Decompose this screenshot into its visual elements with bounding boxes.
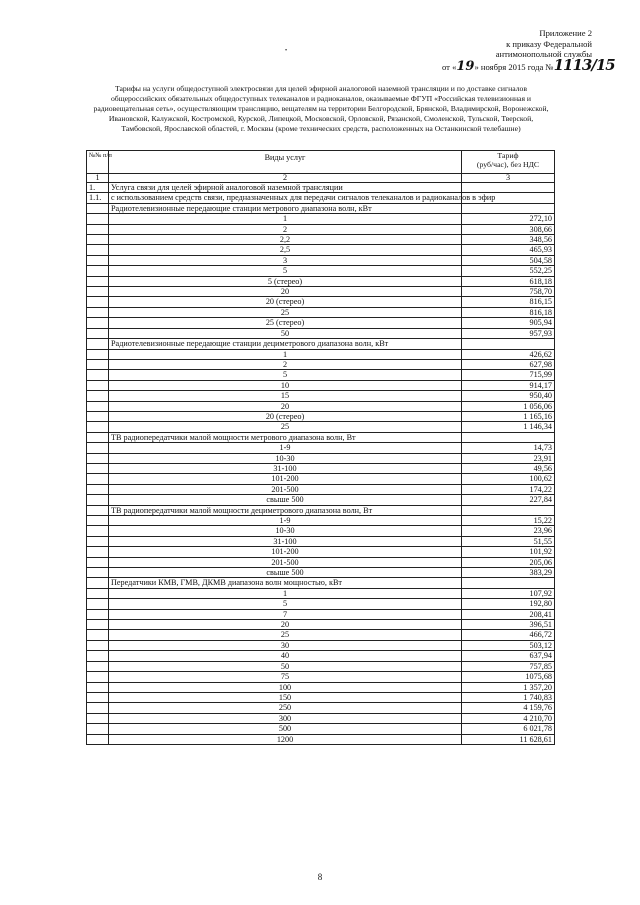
tariff-value: 816,15	[462, 297, 555, 307]
empty-cell	[87, 245, 109, 255]
tariff-value: 4 210,70	[462, 713, 555, 723]
empty-cell	[87, 422, 109, 432]
empty-cell	[87, 203, 109, 213]
table-row	[87, 266, 555, 276]
power-value: 10-30	[109, 453, 462, 463]
tariff-value: 627,98	[462, 359, 555, 369]
appendix-date-line	[442, 55, 615, 74]
section-number: 1.	[87, 183, 109, 193]
empty-cell	[87, 703, 109, 713]
empty-cell	[87, 474, 109, 484]
tariff-value: 101,92	[462, 547, 555, 557]
empty-cell	[87, 651, 109, 661]
empty-cell	[87, 516, 109, 526]
table-row	[87, 651, 555, 661]
table-row	[87, 380, 555, 390]
power-value: 31-100	[109, 536, 462, 546]
power-value: 101-200	[109, 474, 462, 484]
tariff-value: 504,58	[462, 255, 555, 265]
appendix-order-ref: к приказу Федеральной	[506, 38, 592, 49]
tariff-value: 1 146,34	[462, 422, 555, 432]
tariff-value: 348,56	[462, 235, 555, 245]
tariff-value: 4 159,76	[462, 703, 555, 713]
power-value: 2,2	[109, 235, 462, 245]
power-value: 25	[109, 422, 462, 432]
order-number-handwritten: 1113/15	[553, 55, 615, 74]
empty-cell	[87, 734, 109, 744]
tariff-value: 758,70	[462, 287, 555, 297]
power-value: 20 (стерео)	[109, 297, 462, 307]
power-value: 5	[109, 266, 462, 276]
date-rest: » ноября 2015 года №	[474, 61, 554, 72]
table-row	[87, 443, 555, 453]
empty-cell	[87, 359, 109, 369]
empty-cell	[87, 463, 109, 473]
tariff-value: 15,22	[462, 516, 555, 526]
table-row	[87, 526, 555, 536]
power-value: 1-9	[109, 516, 462, 526]
empty-cell	[87, 526, 109, 536]
empty-cell	[87, 495, 109, 505]
empty-cell	[87, 568, 109, 578]
empty-cell	[87, 411, 109, 421]
empty-cell	[87, 432, 109, 442]
tariff-value: 11 628,61	[462, 734, 555, 744]
tariff-value: 1 056,06	[462, 401, 555, 411]
tariff-value: 208,41	[462, 609, 555, 619]
power-value: 1-9	[109, 443, 462, 453]
group-title: ТВ радиопередатчики малой мощности дециметрового диапазона волн, Вт	[109, 505, 462, 515]
empty-cell	[87, 339, 109, 349]
tariff-value: 51,55	[462, 536, 555, 546]
empty-cell	[87, 682, 109, 692]
empty-cell	[87, 401, 109, 411]
tariff-value: 272,10	[462, 214, 555, 224]
tariff-value: 503,12	[462, 640, 555, 650]
tariff-value: 1075,68	[462, 672, 555, 682]
tariff-value: 914,17	[462, 380, 555, 390]
power-value: 10-30	[109, 526, 462, 536]
table-row	[87, 474, 555, 484]
empty-cell	[87, 588, 109, 598]
tariff-value: 205,06	[462, 557, 555, 567]
power-value: 150	[109, 692, 462, 702]
tariff-value: 715,99	[462, 370, 555, 380]
table-row	[87, 287, 555, 297]
empty-cell	[87, 672, 109, 682]
tariff-value: 383,29	[462, 568, 555, 578]
empty-cell	[462, 578, 555, 588]
empty-cell	[87, 391, 109, 401]
table-row	[87, 536, 555, 546]
table-row	[87, 235, 555, 245]
group-title: Радиотелевизионные передающие станции дециметрового диапазона волн, кВт	[109, 339, 462, 349]
subsection-row	[87, 193, 555, 203]
empty-cell	[87, 380, 109, 390]
empty-cell	[87, 287, 109, 297]
power-value: 50	[109, 328, 462, 338]
header-service: Виды услуг	[109, 151, 462, 174]
table-row	[87, 630, 555, 640]
tariff-value: 1 357,20	[462, 682, 555, 692]
power-value: 201-500	[109, 557, 462, 567]
empty-cell	[87, 630, 109, 640]
empty-cell	[87, 266, 109, 276]
table-row	[87, 370, 555, 380]
table-row	[87, 214, 555, 224]
power-value: 2	[109, 359, 462, 369]
table-row	[87, 672, 555, 682]
section-row	[87, 183, 555, 193]
empty-cell	[87, 547, 109, 557]
table-row	[87, 463, 555, 473]
group-title-row	[87, 578, 555, 588]
power-value: 3	[109, 255, 462, 265]
table-row	[87, 640, 555, 650]
empty-cell	[87, 578, 109, 588]
power-value: 20	[109, 620, 462, 630]
table-row	[87, 713, 555, 723]
power-value: 100	[109, 682, 462, 692]
table-row	[87, 682, 555, 692]
group-title-row	[87, 432, 555, 442]
index-cell: 3	[462, 174, 555, 183]
empty-cell	[87, 297, 109, 307]
power-value: 5	[109, 370, 462, 380]
table-row	[87, 609, 555, 619]
power-value: 20 (стерео)	[109, 411, 462, 421]
power-value: 1200	[109, 734, 462, 744]
power-value: свыше 500	[109, 495, 462, 505]
table-row	[87, 484, 555, 494]
table-row	[87, 297, 555, 307]
table-row	[87, 703, 555, 713]
tariff-value: 957,93	[462, 328, 555, 338]
tariff-value: 618,18	[462, 276, 555, 286]
empty-cell	[87, 599, 109, 609]
empty-cell	[462, 183, 555, 193]
empty-cell	[87, 484, 109, 494]
tariff-value: 23,96	[462, 526, 555, 536]
empty-cell	[87, 505, 109, 515]
power-value: 15	[109, 391, 462, 401]
table-row	[87, 599, 555, 609]
appendix-block	[442, 28, 615, 74]
empty-cell	[87, 235, 109, 245]
tariff-value: 816,18	[462, 307, 555, 317]
power-value: 30	[109, 640, 462, 650]
tariff-value: 23,91	[462, 453, 555, 463]
tariff-value: 426,62	[462, 349, 555, 359]
tariff-value: 192,80	[462, 599, 555, 609]
table-row	[87, 328, 555, 338]
table-row	[87, 224, 555, 234]
header-tariff-unit: (руб/час), без НДС	[476, 160, 540, 169]
appendix-title: Приложение 2	[539, 28, 592, 38]
group-title-row	[87, 203, 555, 213]
empty-cell	[87, 724, 109, 734]
power-value: 201-500	[109, 484, 462, 494]
table-row	[87, 359, 555, 369]
table-row	[87, 411, 555, 421]
empty-cell	[87, 557, 109, 567]
power-value: 1	[109, 349, 462, 359]
power-value: 31-100	[109, 463, 462, 473]
empty-cell	[87, 276, 109, 286]
table-row	[87, 692, 555, 702]
table-row	[87, 588, 555, 598]
group-title: Радиотелевизионные передающие станции метрового диапазона волн, кВт	[109, 203, 462, 213]
table-row	[87, 734, 555, 744]
tariff-value: 174,22	[462, 484, 555, 494]
power-value: 25 (стерео)	[109, 318, 462, 328]
empty-cell	[87, 661, 109, 671]
power-value: 2	[109, 224, 462, 234]
table-row	[87, 401, 555, 411]
empty-cell	[462, 432, 555, 442]
tariff-value: 6 021,78	[462, 724, 555, 734]
tariff-value: 465,93	[462, 245, 555, 255]
subsection-title: с использованием средств связи, предназначенных для передачи сигналов телеканалов и радиоканалов в эфир	[109, 193, 462, 203]
power-value: 40	[109, 651, 462, 661]
power-value: 25	[109, 630, 462, 640]
tariff-value: 950,40	[462, 391, 555, 401]
table-row	[87, 276, 555, 286]
header-tariff	[462, 151, 555, 174]
section-title: Услуга связи для целей эфирной аналоговой наземной трансляции	[109, 183, 462, 193]
empty-cell	[87, 349, 109, 359]
power-value: свыше 500	[109, 568, 462, 578]
subsection-number: 1.1.	[87, 193, 109, 203]
header-num: №№ п/п	[87, 151, 109, 174]
empty-cell	[87, 328, 109, 338]
empty-cell	[87, 214, 109, 224]
tariff-value: 396,51	[462, 620, 555, 630]
power-value: 20	[109, 401, 462, 411]
tariff-value: 14,73	[462, 443, 555, 453]
tariff-value: 552,25	[462, 266, 555, 276]
power-value: 10	[109, 380, 462, 390]
index-cell: 1	[87, 174, 109, 183]
appendix-service: антимонопольной службы	[495, 49, 592, 59]
table-row	[87, 620, 555, 630]
tariff-value: 905,94	[462, 318, 555, 328]
tariff-value: 637,94	[462, 651, 555, 661]
power-value: 20	[109, 287, 462, 297]
empty-cell	[87, 692, 109, 702]
tariff-value: 100,62	[462, 474, 555, 484]
table-row	[87, 516, 555, 526]
document-heading: Тарифы на услуги общедоступной электросвязи для целей эфирной аналоговой наземной трансляции и по доставке сигналов общероссийских обязательных общедоступных телеканалов и радиоканалов, оказываемые ФГУП «Российская телевизионная и радиовещательная сеть», осуществляющим трансляцию, вещателям на территории Белгородской, Брянской, Владимирской, Воронежской, Ивановской, Калужской, Костромской, Курской, Липецкой, Московской, Орловской, Рязанской, Смоленской, Тульской, Тверской, Тамбовской, Ярославской областей, г. Москвы (кроме технических средств, расположенных на Останкинской телебашне)	[93, 84, 549, 133]
table-row	[87, 255, 555, 265]
empty-cell	[87, 370, 109, 380]
empty-cell	[87, 443, 109, 453]
power-value: 50	[109, 661, 462, 671]
power-value: 250	[109, 703, 462, 713]
table-row	[87, 318, 555, 328]
empty-cell	[87, 713, 109, 723]
group-title-row	[87, 505, 555, 515]
power-value: 5	[109, 599, 462, 609]
empty-cell	[462, 203, 555, 213]
table-row	[87, 661, 555, 671]
tariff-table	[86, 150, 555, 745]
table-row	[87, 547, 555, 557]
table-row	[87, 453, 555, 463]
table-row	[87, 422, 555, 432]
empty-cell	[87, 255, 109, 265]
group-title: ТВ радиопередатчики малой мощности метрового диапазона волн, Вт	[109, 432, 462, 442]
power-value: 1	[109, 214, 462, 224]
power-value: 300	[109, 713, 462, 723]
table-row	[87, 307, 555, 317]
power-value: 500	[109, 724, 462, 734]
empty-cell	[87, 224, 109, 234]
empty-cell	[87, 609, 109, 619]
date-day-handwritten: 19	[456, 58, 475, 74]
tariff-value: 308,66	[462, 224, 555, 234]
empty-cell	[462, 505, 555, 515]
power-value: 75	[109, 672, 462, 682]
date-prefix: от «	[442, 61, 457, 72]
empty-cell	[87, 307, 109, 317]
power-value: 2,5	[109, 245, 462, 255]
empty-cell	[87, 536, 109, 546]
table-row	[87, 245, 555, 255]
tariff-value: 49,56	[462, 463, 555, 473]
power-value: 1	[109, 588, 462, 598]
page-number: 8	[317, 872, 323, 882]
empty-cell	[87, 318, 109, 328]
table-header-row	[87, 151, 555, 174]
power-value: 7	[109, 609, 462, 619]
page-marker: •	[285, 48, 288, 54]
tariff-value: 107,92	[462, 588, 555, 598]
group-title: Передатчики КМВ, ГМВ, ДКМВ диапазона волн мощностью, кВт	[109, 578, 462, 588]
table-row	[87, 349, 555, 359]
group-title-row	[87, 339, 555, 349]
table-row	[87, 557, 555, 567]
tariff-value: 1 165,16	[462, 411, 555, 421]
table-row	[87, 568, 555, 578]
column-index-row	[87, 174, 555, 183]
power-value: 5 (стерео)	[109, 276, 462, 286]
empty-cell	[87, 620, 109, 630]
power-value: 101-200	[109, 547, 462, 557]
empty-cell	[87, 640, 109, 650]
tariff-value: 757,85	[462, 661, 555, 671]
tariff-value: 227,84	[462, 495, 555, 505]
tariff-value: 1 740,83	[462, 692, 555, 702]
empty-cell	[462, 339, 555, 349]
empty-cell	[87, 453, 109, 463]
index-cell: 2	[109, 174, 462, 183]
table-row	[87, 495, 555, 505]
table-row	[87, 724, 555, 734]
tariff-value: 466,72	[462, 630, 555, 640]
header-tariff-title: Тариф	[497, 151, 519, 160]
power-value: 25	[109, 307, 462, 317]
table-row	[87, 391, 555, 401]
